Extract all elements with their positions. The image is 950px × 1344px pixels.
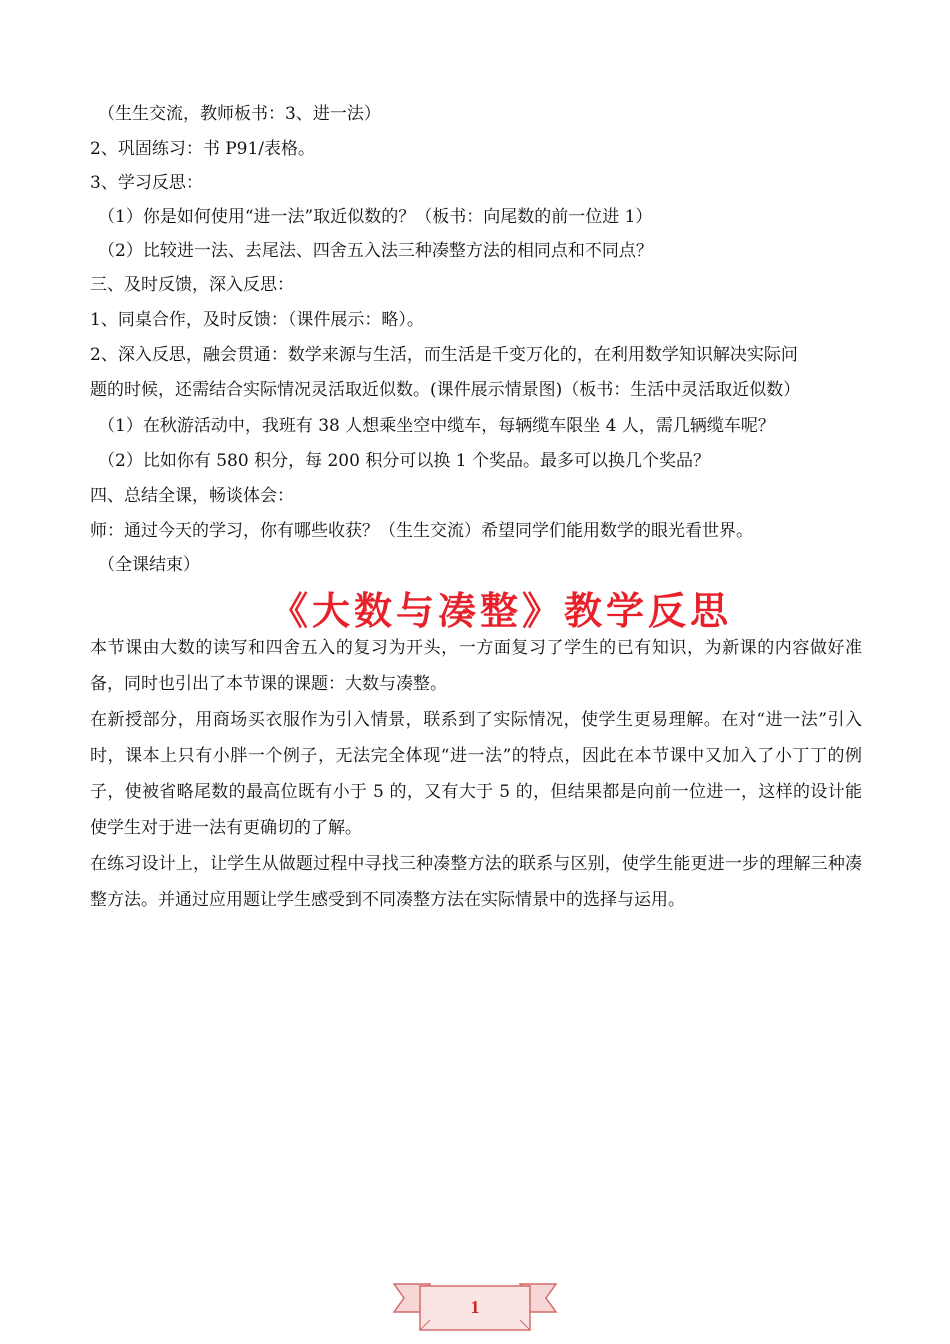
text-line: 2、深入反思，融会贯通：数学来源与生活，而生活是千变万化的，在利用数学知识解决实际问 — [90, 345, 798, 365]
text-line: （全课结束） — [98, 555, 200, 575]
text-line: （2）比较进一法、去尾法、四舍五入法三种凑整方法的相同点和不同点？ — [98, 241, 653, 261]
text-line: 师：通过今天的学习，你有哪些收获？（生生交流）希望同学们能用数学的眼光看世界。 — [90, 521, 753, 541]
text-line: （1）在秋游活动中，我班有 38 人想乘坐空中缆车，每辆缆车限坐 4 人，需几辆缆车呢？ — [98, 416, 775, 436]
section-heading: 三、及时反馈，深入反思： — [90, 275, 294, 295]
reflection-paragraph: 在新授部分，用商场买衣服作为引入情景，联系到了实际情况，使学生更易理解。在对“进一法”引入时，课本上只有小胖一个例子，无法完全体现“进一法”的特点，因此在本节课中又加入了小丁丁的例子，使被省略尾数的最高位既有小于 5 的，又有大于 5 的，但结果都是向前一位进一，这样的设计能使学生对于进一法有更确切的了解。 — [90, 710, 862, 838]
reflection-paragraph: 本节课由大数的读写和四舍五入的复习为开头，一方面复习了学生的已有知识，为新课的内容做好准备，同时也引出了本节课的课题：大数与凑整。 — [90, 638, 862, 694]
section-heading: 四、总结全课，畅谈体会： — [90, 486, 294, 506]
reflection-title: 《大数与凑整》教学反思 — [270, 589, 733, 633]
text-line: 题的时候，还需结合实际情况灵活取近似数。(课件展示情景图)（板书：生活中灵活取近似数） — [90, 380, 801, 400]
text-line: （1）你是如何使用“进一法”取近似数的？（板书：向尾数的前一位进 1） — [98, 207, 653, 227]
page-number: 1 — [470, 1297, 480, 1317]
text-line: （生生交流，教师板书：3、进一法） — [98, 104, 381, 124]
page-footer — [392, 1276, 558, 1340]
text-line: 2、巩固练习：书 P91/表格。 — [90, 139, 316, 159]
reflection-paragraph: 在练习设计上，让学生从做题过程中寻找三种凑整方法的联系与区别，使学生能更进一步的理解三种凑整方法。并通过应用题让学生感受到不同凑整方法在实际情景中的选择与运用。 — [90, 854, 862, 910]
text-line: 1、同桌合作，及时反馈：（课件展示：略）。 — [90, 310, 424, 330]
text-line: （2）比如你有 580 积分，每 200 积分可以换 1 个奖品。最多可以换几个奖品？ — [98, 451, 710, 471]
text-line: 3、学习反思： — [90, 173, 203, 193]
